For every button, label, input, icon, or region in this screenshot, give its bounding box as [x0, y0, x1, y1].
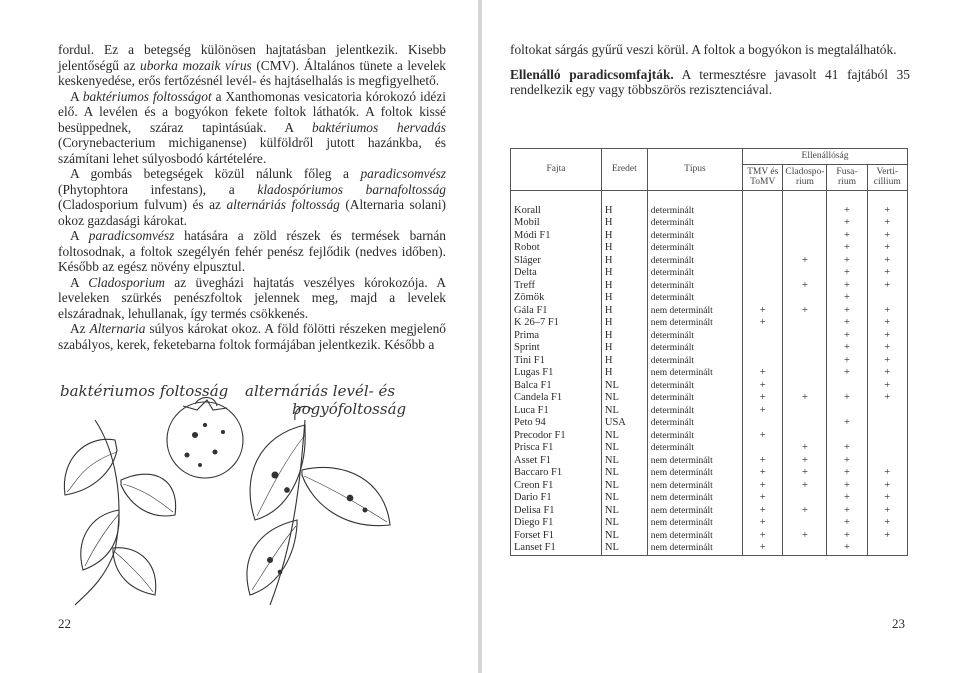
table-body [511, 190, 908, 555]
resistance-mark: + [783, 505, 827, 518]
variety-cell: Tini F1 [511, 355, 602, 368]
origin-cell: USA [601, 417, 647, 430]
type-cell: nem determinált [647, 317, 742, 330]
variety-cell: Forset F1 [511, 530, 602, 543]
text-run: A termesztésre javasolt 41 fajtából 35 rendelkezik egy vagy többszörös rezisztenciával. [510, 66, 910, 97]
origin-cell: H [601, 242, 647, 255]
origin-cell: H [601, 280, 647, 293]
resistance-mark [783, 367, 827, 380]
resistance-mark: + [743, 467, 783, 480]
text-run: Az [70, 321, 90, 336]
right-page-text [510, 42, 910, 107]
paragraph [58, 228, 446, 275]
table-row [511, 530, 908, 543]
italic-term: paradicsomvész [88, 228, 175, 243]
text-run: (Corynebacterium michiganense) külföldről jutott hazánkba, és számítani lehet súlyosbodó kártételére. [58, 135, 446, 166]
resistance-mark: + [743, 430, 783, 443]
handwriting-label-alternaria-2: bogyófoltosság [292, 400, 407, 418]
resistance-mark [783, 517, 827, 530]
table-row [511, 430, 908, 443]
variety-cell: Robot [511, 242, 602, 255]
text-run: (Phytophtora infestans), a [58, 181, 258, 197]
resistance-mark [743, 342, 783, 355]
resistance-mark: + [743, 317, 783, 330]
resistance-mark: + [867, 230, 907, 243]
variety-cell: Asset F1 [511, 455, 602, 468]
resistance-mark: + [827, 517, 867, 530]
origin-cell: H [601, 342, 647, 355]
resistance-mark: + [867, 517, 907, 530]
paragraph [58, 42, 446, 89]
variety-cell: K 26–7 F1 [511, 317, 602, 330]
text-run: a Xanthomonas vesicatoria kórokozó idézi elő. A levélen és a bogyókon fekete foltok láthatók. A foltok kissé besüppednek, száraz tapintásúak. A [58, 88, 446, 135]
variety-cell: Lanset F1 [511, 542, 602, 555]
italic-term: kladospóriumos barnafoltosság [257, 181, 446, 197]
resistance-mark [743, 442, 783, 455]
text-run: A [70, 228, 89, 243]
table-row [511, 355, 908, 368]
resistance-mark: + [867, 355, 907, 368]
resistance-mark: + [743, 505, 783, 518]
resistance-mark [867, 292, 907, 305]
resistance-mark: + [743, 517, 783, 530]
type-cell: determinált [647, 217, 742, 230]
origin-cell: H [601, 367, 647, 380]
resistance-mark: + [827, 442, 867, 455]
resistance-mark [743, 267, 783, 280]
resistance-mark: + [867, 480, 907, 493]
resistance-mark [743, 230, 783, 243]
italic-term: uborka mozaik vírus [140, 57, 252, 73]
resistance-mark: + [743, 405, 783, 418]
type-cell: nem determinált [647, 492, 742, 505]
text-run: A [70, 88, 83, 104]
text-run: (Cladosporium fulvum) és az [58, 197, 227, 212]
origin-cell: H [601, 305, 647, 318]
table-row [511, 542, 908, 555]
resistance-mark [783, 342, 827, 355]
origin-cell: NL [601, 430, 647, 443]
table-row [511, 480, 908, 493]
resistance-mark: + [867, 530, 907, 543]
resistance-mark [783, 190, 827, 217]
variety-cell: Luca F1 [511, 405, 602, 418]
origin-cell: NL [601, 542, 647, 555]
resistance-mark [827, 380, 867, 393]
type-cell: nem determinált [647, 467, 742, 480]
type-cell: determinált [647, 392, 742, 405]
table-row [511, 517, 908, 530]
variety-cell: Prisca F1 [511, 442, 602, 455]
resistance-mark: + [783, 530, 827, 543]
resistance-mark: + [827, 480, 867, 493]
resistance-mark: + [867, 367, 907, 380]
resistance-mark: + [827, 467, 867, 480]
paragraph [510, 42, 910, 58]
variety-cell: Delta [511, 267, 602, 280]
table-row [511, 292, 908, 305]
variety-cell: Balca F1 [511, 380, 602, 393]
resistance-mark: + [827, 492, 867, 505]
bold-heading: Ellenálló paradicsomfajták. [510, 66, 674, 82]
italic-term: baktériumos foltosságot [82, 88, 212, 104]
resistance-mark: + [783, 392, 827, 405]
type-cell: determinált [647, 380, 742, 393]
text-run: súlyos károkat okoz. A föld fölötti részeken megjelenő szabályos, kerek, feketebarna foltok formájában jelentkezik. Később a [58, 321, 447, 352]
paragraph [58, 275, 446, 322]
header-tmv: TMV és ToMV [743, 164, 783, 190]
resistance-mark: + [867, 342, 907, 355]
header-tipus: Típus [647, 149, 742, 191]
paragraph [58, 166, 446, 228]
page-number-right: 23 [892, 616, 905, 631]
header-ellenallosag: Ellenállóság [743, 149, 908, 165]
table-row [511, 190, 908, 217]
origin-cell: NL [601, 505, 647, 518]
paragraph [58, 89, 446, 167]
header-fusarium: Fusa-rium [827, 164, 867, 190]
origin-cell: NL [601, 480, 647, 493]
resistance-mark: + [867, 280, 907, 293]
resistance-mark: + [867, 505, 907, 518]
resistance-mark: + [827, 217, 867, 230]
table-row [511, 242, 908, 255]
resistance-mark: + [743, 492, 783, 505]
italic-term: Cladosporium [88, 274, 165, 290]
resistance-mark: + [827, 455, 867, 468]
resistance-mark: + [867, 255, 907, 268]
resistance-mark [783, 430, 827, 443]
resistance-mark: + [783, 280, 827, 293]
text-run: A gombás betegségek közül nálunk főleg a [70, 166, 361, 181]
table-row [511, 255, 908, 268]
resistance-mark [867, 455, 907, 468]
resistance-mark [867, 405, 907, 418]
type-cell: nem determinált [647, 455, 742, 468]
origin-cell: NL [601, 380, 647, 393]
resistance-mark: + [827, 305, 867, 318]
resistance-mark: + [867, 492, 907, 505]
variety-cell: Módi F1 [511, 230, 602, 243]
header-verticillium: Verti-cillium [867, 164, 907, 190]
type-cell: nem determinált [647, 530, 742, 543]
origin-cell: NL [601, 392, 647, 405]
resistance-mark: + [743, 380, 783, 393]
resistance-mark: + [827, 542, 867, 555]
resistance-mark: + [827, 292, 867, 305]
resistance-mark [783, 492, 827, 505]
origin-cell: NL [601, 405, 647, 418]
text-run: hatására a zöld részek és termések barnán foltosodnak, a foltok szegélyén fehér penész fejlődik (nedves időben). Később az egész növény elpusztul. [58, 228, 446, 274]
handwriting-label-alternaria-1: alternáriás levél- és [245, 382, 396, 400]
text-run: az üvegházi hajtatás veszélyes kórokozója. A leveleken szürkés penészfoltok jelennek meg, majd a levelek elszáradnak, lehullanak, így termés csökkenés. [58, 274, 447, 321]
table-row [511, 392, 908, 405]
variety-cell: Sláger [511, 255, 602, 268]
variety-cell: Peto 94 [511, 417, 602, 430]
italic-term: alternáriás foltosság [226, 197, 340, 212]
resistance-mark [743, 292, 783, 305]
type-cell: nem determinált [647, 305, 742, 318]
origin-cell: NL [601, 455, 647, 468]
resistance-mark: + [783, 442, 827, 455]
origin-cell: H [601, 292, 647, 305]
type-cell: determinált [647, 255, 742, 268]
resistance-mark: + [827, 342, 867, 355]
type-cell: determinált [647, 280, 742, 293]
resistance-mark: + [827, 230, 867, 243]
table-row [511, 217, 908, 230]
resistance-mark: + [867, 242, 907, 255]
resistance-mark: + [827, 280, 867, 293]
right-page [482, 0, 960, 673]
resistance-mark [827, 405, 867, 418]
resistance-mark [827, 430, 867, 443]
table-row [511, 367, 908, 380]
type-cell: determinált [647, 242, 742, 255]
resistance-mark: + [827, 530, 867, 543]
origin-cell: H [601, 317, 647, 330]
origin-cell: NL [601, 517, 647, 530]
resistance-mark: + [867, 305, 907, 318]
resistance-mark: + [827, 267, 867, 280]
resistance-mark: + [827, 392, 867, 405]
resistance-mark: + [783, 455, 827, 468]
table-row [511, 442, 908, 455]
paragraph [510, 67, 910, 98]
resistance-mark: + [827, 417, 867, 430]
resistance-mark: + [827, 242, 867, 255]
resistance-mark: + [827, 317, 867, 330]
origin-cell: H [601, 217, 647, 230]
left-page [0, 0, 478, 673]
resistance-mark: + [743, 455, 783, 468]
resistance-mark: + [867, 380, 907, 393]
resistance-mark [783, 242, 827, 255]
variety-cell: Delisa F1 [511, 505, 602, 518]
italic-term: paradicsomvész [360, 166, 446, 181]
origin-cell: H [601, 255, 647, 268]
type-cell: determinált [647, 430, 742, 443]
origin-cell: NL [601, 467, 647, 480]
table-row [511, 492, 908, 505]
resistance-mark [867, 417, 907, 430]
page-number-left: 22 [58, 616, 71, 631]
resistance-mark [783, 317, 827, 330]
resistance-mark [783, 380, 827, 393]
resistance-mark: + [743, 305, 783, 318]
resistance-mark: + [743, 367, 783, 380]
type-cell: nem determinált [647, 367, 742, 380]
variety-cell: Candela F1 [511, 392, 602, 405]
resistance-mark [867, 430, 907, 443]
origin-cell: H [601, 190, 647, 217]
resistance-mark: + [867, 317, 907, 330]
resistance-mark [783, 230, 827, 243]
variety-cell: Dario F1 [511, 492, 602, 505]
variety-cell: Prima [511, 330, 602, 343]
italic-term: Alternaria [89, 321, 146, 336]
resistance-mark: + [783, 305, 827, 318]
resistance-mark [743, 280, 783, 293]
text-run: A [70, 274, 89, 290]
table-row [511, 505, 908, 518]
origin-cell: H [601, 267, 647, 280]
resistance-mark: + [867, 267, 907, 280]
type-cell: determinált [647, 405, 742, 418]
resistance-mark [783, 417, 827, 430]
resistance-mark [783, 355, 827, 368]
variety-cell: Korall [511, 190, 602, 217]
variety-cell: Diego F1 [511, 517, 602, 530]
resistance-mark: + [827, 255, 867, 268]
resistance-mark: + [867, 217, 907, 230]
resistance-mark [783, 405, 827, 418]
resistance-mark: + [867, 190, 907, 217]
type-cell: nem determinált [647, 542, 742, 555]
resistance-mark [783, 330, 827, 343]
resistance-mark [743, 417, 783, 430]
resistance-mark: + [867, 330, 907, 343]
type-cell: determinált [647, 355, 742, 368]
resistance-mark: + [827, 505, 867, 518]
resistance-mark [743, 255, 783, 268]
type-cell: determinált [647, 342, 742, 355]
resistance-mark: + [743, 392, 783, 405]
resistance-mark: + [783, 255, 827, 268]
type-cell: determinált [647, 417, 742, 430]
origin-cell: H [601, 355, 647, 368]
resistance-mark [743, 355, 783, 368]
resistance-mark: + [867, 467, 907, 480]
resistance-mark: + [827, 367, 867, 380]
type-cell: determinált [647, 230, 742, 243]
variety-cell: Zömök [511, 292, 602, 305]
resistance-mark: + [743, 530, 783, 543]
table-row [511, 267, 908, 280]
variety-cell: Lugas F1 [511, 367, 602, 380]
paragraph [58, 321, 446, 352]
table-row [511, 455, 908, 468]
table-row [511, 317, 908, 330]
variety-cell: Sprint [511, 342, 602, 355]
resistance-mark [783, 217, 827, 230]
resistance-mark [783, 292, 827, 305]
table-row [511, 342, 908, 355]
origin-cell: H [601, 330, 647, 343]
italic-term: baktériumos hervadás [312, 119, 447, 135]
variety-cell: Baccaro F1 [511, 467, 602, 480]
type-cell: nem determinált [647, 517, 742, 530]
type-cell: determinált [647, 292, 742, 305]
variety-cell: Gála F1 [511, 305, 602, 318]
variety-cell: Precodor F1 [511, 430, 602, 443]
resistance-mark: + [743, 480, 783, 493]
type-cell: determinált [647, 330, 742, 343]
resistance-mark [743, 330, 783, 343]
resistance-mark [783, 542, 827, 555]
origin-cell: H [601, 230, 647, 243]
header-eredet: Eredet [601, 149, 647, 191]
type-cell: determinált [647, 190, 742, 217]
variety-cell: Creon F1 [511, 480, 602, 493]
table-row [511, 305, 908, 318]
variety-cell: Treff [511, 280, 602, 293]
text-run: fordul. Ez a betegség különösen hajtatásban jelentkezik. Kisebb jelentőségű az [58, 42, 446, 73]
handwriting-label-bacterial: baktériumos foltosság [60, 382, 229, 400]
header-cladosporium: Cladospo-rium [783, 164, 827, 190]
resistance-mark [783, 267, 827, 280]
resistance-mark [743, 242, 783, 255]
resistance-table [510, 148, 908, 556]
origin-cell: NL [601, 530, 647, 543]
resistance-mark: + [867, 392, 907, 405]
resistance-mark: + [827, 190, 867, 217]
resistance-mark [743, 190, 783, 217]
resistance-mark [743, 217, 783, 230]
resistance-mark [867, 442, 907, 455]
table-row [511, 380, 908, 393]
text-run: foltokat sárgás gyűrű veszi körül. A foltok a bogyókon is megtalálhatók. [510, 42, 897, 57]
type-cell: nem determinált [647, 505, 742, 518]
resistance-mark: + [783, 480, 827, 493]
type-cell: determinált [647, 267, 742, 280]
table-row [511, 417, 908, 430]
resistance-mark [867, 542, 907, 555]
left-page-text [58, 42, 446, 352]
table-row [511, 467, 908, 480]
table-row [511, 330, 908, 343]
origin-cell: NL [601, 442, 647, 455]
table-row [511, 280, 908, 293]
resistance-mark: + [783, 467, 827, 480]
type-cell: determinált [647, 442, 742, 455]
table-row [511, 405, 908, 418]
origin-cell: NL [601, 492, 647, 505]
table-row [511, 230, 908, 243]
header-fajta: Fajta [511, 149, 602, 191]
text-run: (Alternaria solani) okoz gazdasági károkat. [58, 197, 446, 228]
text-run: (CMV). Általános tünete a levelek keskenyedése, erős fertőzésnél levél- és hajtáselhalás is megfigyelhető. [58, 57, 446, 88]
type-cell: nem determinált [647, 480, 742, 493]
resistance-mark: + [827, 355, 867, 368]
resistance-mark: + [827, 330, 867, 343]
variety-cell: Mobil [511, 217, 602, 230]
resistance-mark: + [743, 542, 783, 555]
